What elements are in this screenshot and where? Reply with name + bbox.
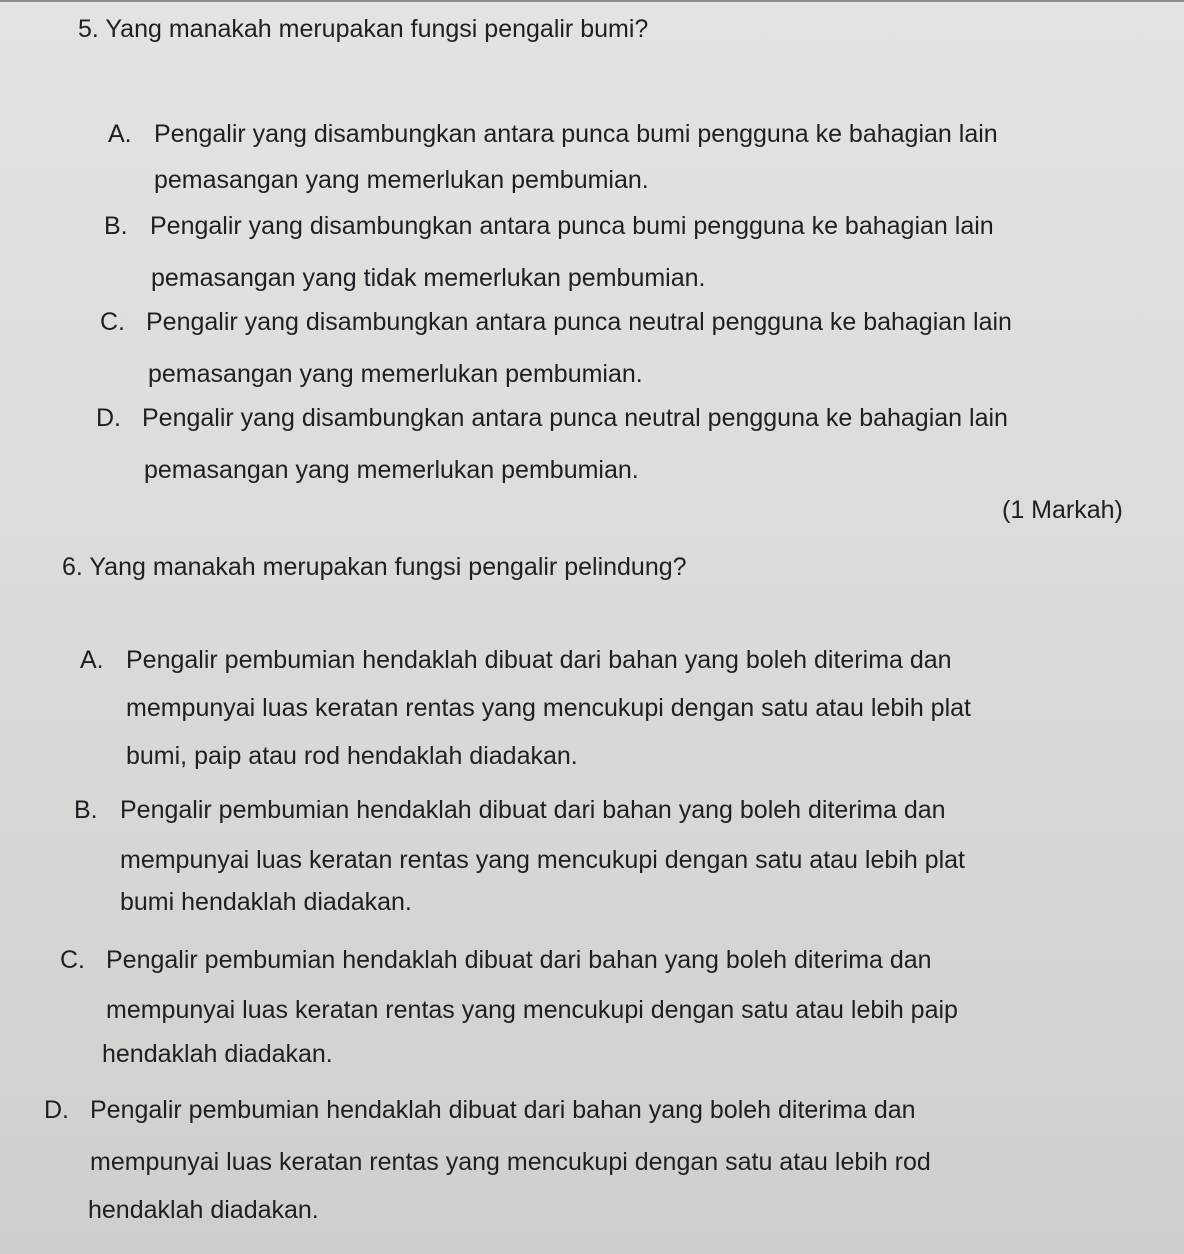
option-line: Pengalir pembumian hendaklah dibuat dari bahan yang boleh diterima dan (106, 946, 932, 974)
option-line: Pengalir yang disambungkan antara punca bumi pengguna ke bahagian lain (150, 212, 994, 240)
q5-option-a-line-2: pemasangan yang memerlukan pembumian. (154, 166, 649, 194)
q5-option-b[interactable] (104, 212, 994, 241)
question-number: 5. (78, 15, 99, 43)
q5-option-c[interactable] (100, 308, 1012, 337)
question-text: Yang manakah merupakan fungsi pengalir bumi? (105, 15, 649, 43)
q6-option-d[interactable] (44, 1096, 916, 1125)
q6-option-b-line-3: bumi hendaklah diadakan. (120, 888, 412, 916)
marks-label: (1 Markah) (1002, 496, 1123, 524)
q6-option-a-line-2: mempunyai luas keratan rentas yang mencukupi dengan satu atau lebih plat (126, 694, 971, 722)
top-rule (0, 0, 1184, 2)
question-5 (78, 14, 648, 44)
option-letter: A. (80, 646, 104, 674)
option-line: Pengalir pembumian hendaklah dibuat dari bahan yang boleh diterima dan (126, 646, 952, 674)
q5-option-b-line-2: pemasangan yang tidak memerlukan pembumian. (151, 264, 706, 292)
q6-option-a[interactable] (80, 646, 952, 675)
question-number: 6. (62, 553, 83, 581)
option-letter: B. (74, 796, 98, 824)
q6-option-d-line-2: mempunyai luas keratan rentas yang mencukupi dengan satu atau lebih rod (90, 1148, 931, 1176)
q5-option-d[interactable] (96, 404, 1008, 433)
option-letter: C. (60, 946, 85, 974)
q6-option-c[interactable] (60, 946, 932, 975)
question-6 (62, 552, 687, 582)
option-letter: A. (108, 120, 132, 148)
q6-option-b[interactable] (74, 796, 946, 825)
option-line: Pengalir yang disambungkan antara punca neutral pengguna ke bahagian lain (146, 308, 1012, 336)
option-line: Pengalir yang disambungkan antara punca neutral pengguna ke bahagian lain (142, 404, 1008, 432)
q6-option-c-line-2: mempunyai luas keratan rentas yang mencukupi dengan satu atau lebih paip (106, 996, 958, 1024)
option-letter: C. (100, 308, 125, 336)
option-letter: D. (44, 1096, 69, 1124)
q6-option-b-line-2: mempunyai luas keratan rentas yang mencukupi dengan satu atau lebih plat (120, 846, 965, 874)
option-letter: D. (96, 404, 121, 432)
option-line: Pengalir yang disambungkan antara punca bumi pengguna ke bahagian lain (154, 120, 998, 148)
q5-option-d-line-2: pemasangan yang memerlukan pembumian. (144, 456, 639, 484)
q6-option-a-line-3: bumi, paip atau rod hendaklah diadakan. (126, 742, 578, 770)
q6-option-c-line-3: hendaklah diadakan. (102, 1040, 333, 1068)
q6-option-d-line-3: hendaklah diadakan. (88, 1196, 319, 1224)
option-line: Pengalir pembumian hendaklah dibuat dari bahan yang boleh diterima dan (90, 1096, 916, 1124)
q5-option-c-line-2: pemasangan yang memerlukan pembumian. (148, 360, 643, 388)
q5-option-a[interactable] (108, 120, 998, 149)
question-text: Yang manakah merupakan fungsi pengalir pelindung? (89, 553, 687, 581)
option-line: Pengalir pembumian hendaklah dibuat dari bahan yang boleh diterima dan (120, 796, 946, 824)
option-letter: B. (104, 212, 128, 240)
